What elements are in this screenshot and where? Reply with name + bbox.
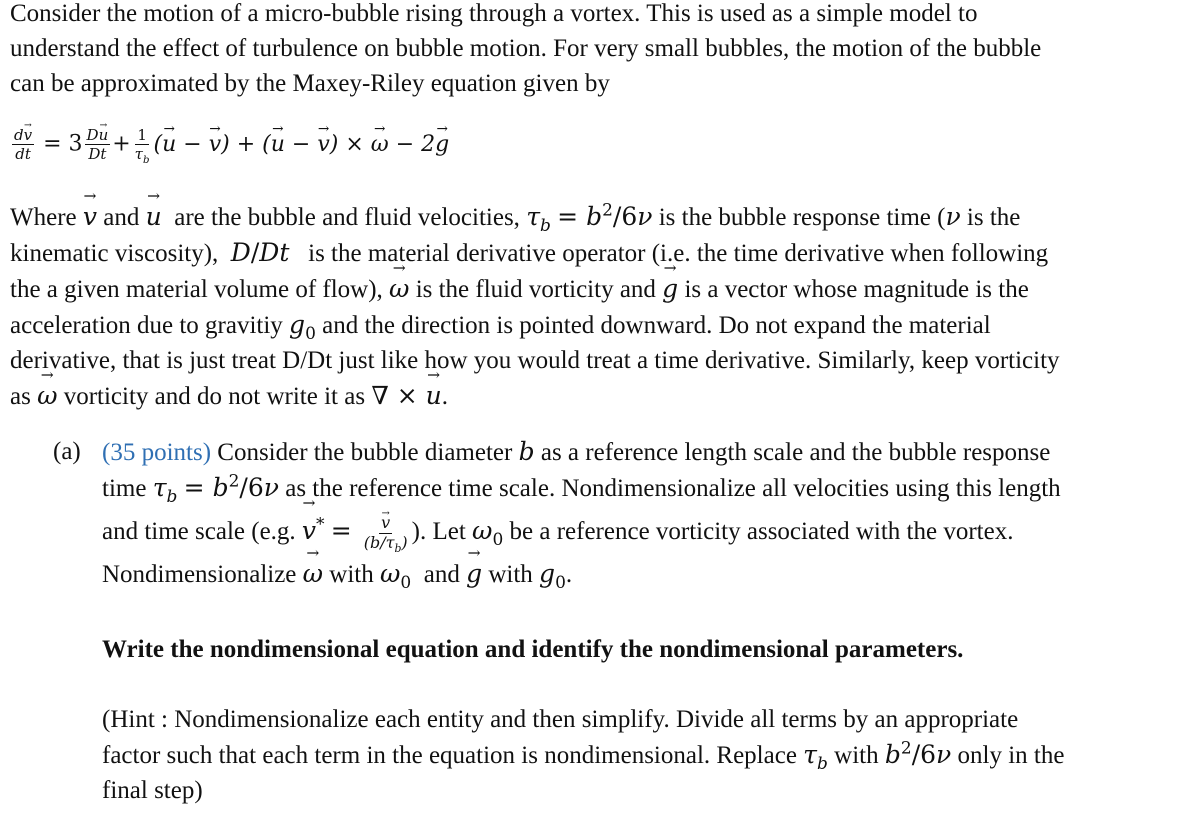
hint-line-1: (Hint : Nondimensionalize each entity and then simplify. Divide all terms by an appropriate bbox=[102, 706, 1019, 733]
part-a-label: (a) bbox=[53, 438, 81, 465]
inverse-tau-fraction: $\frac{1}{\tau_b}$ bbox=[134, 126, 150, 166]
example-fraction: → $\frac{v}{(b/\tau_b)}$ bbox=[362, 514, 410, 552]
material-derivative-fraction: $\frac{D\to u}{Dt}$ bbox=[85, 126, 111, 163]
maxey-riley-equation: $\frac{d\to v}{dt}$ = 3 $\frac{D\to u}{Dt}$ + $\frac{1}{\tau_b}$ (→ u − → v) + (→ u − → v) × → ω − 2→ g bbox=[10, 126, 449, 163]
points-label: (35 points) bbox=[102, 439, 212, 466]
lhs-fraction: $\frac{d\to v}{dt}$ bbox=[12, 126, 34, 163]
intro-line-1: Consider the motion of a micro-bubble rising through a vortex. This is used as a simple model to bbox=[10, 0, 978, 27]
hint-paragraph bbox=[102, 702, 1064, 808]
intro-line-3: can be approximated by the Maxey-Riley equation given by bbox=[10, 70, 610, 97]
part-a-line-2: time $\tau_b = b^2/6\nu$ as the reference time scale. Nondimensionalize all velocities using this length bbox=[102, 471, 1061, 507]
part-a-body bbox=[102, 434, 1202, 592]
part-a-line-4: Nondimensionalize → ω with $\omega_0$ and → g with $g_0$. bbox=[102, 556, 1202, 592]
part-a-line-3: and time scale (e.g. → v* = → $\frac{v}{(b/\tau_b)}$ ). Let $\omega_0$ be a reference vorticity associated with the vortex. bbox=[102, 506, 1202, 556]
definitions-line-5: derivative, that is just treat D/Dt just like how you would treat a time derivative. Similarly, keep vorticity bbox=[10, 347, 1060, 374]
intro-paragraph bbox=[10, 0, 1041, 101]
definitions-paragraph bbox=[10, 199, 1060, 414]
hint-line-2: factor such that each term in the equation is nondimensional. Replace $\tau_b$ with $b^2/6\nu$ only in the bbox=[102, 738, 1065, 774]
intro-line-2: understand the effect of turbulence on bubble motion. For very small bubbles, the motion of the bubble bbox=[10, 35, 1042, 62]
coefficient-3: 3 bbox=[68, 131, 83, 157]
part-a-line-1: (35 points) Consider the bubble diameter b as a reference length scale and the bubble response bbox=[102, 437, 1051, 466]
hint-line-3: final step) bbox=[102, 777, 203, 804]
definitions-line-3: the a given material volume of flow), → ω is the fluid vorticity and → g is a vector whose magnitude is the bbox=[10, 271, 1060, 307]
definitions-line-2: kinematic viscosity), D/Dt is the material derivative operator (i.e. the time derivative when following bbox=[10, 238, 1049, 267]
instruction-text: Write the nondimensional equation and identify the nondimensional parameters. bbox=[102, 636, 964, 663]
definitions-line-6: as → ω vorticity and do not write it as ∇ × → u. bbox=[10, 378, 1060, 414]
definitions-line-1: Where → v and → u are the bubble and fluid velocities, $\tau_b = b^2/6\nu$ is the bubble response time (ν is the bbox=[10, 199, 1060, 235]
definitions-line-4: acceleration due to gravitiy $g_0$ and the direction is pointed downward. Do not expand the material bbox=[10, 310, 991, 344]
